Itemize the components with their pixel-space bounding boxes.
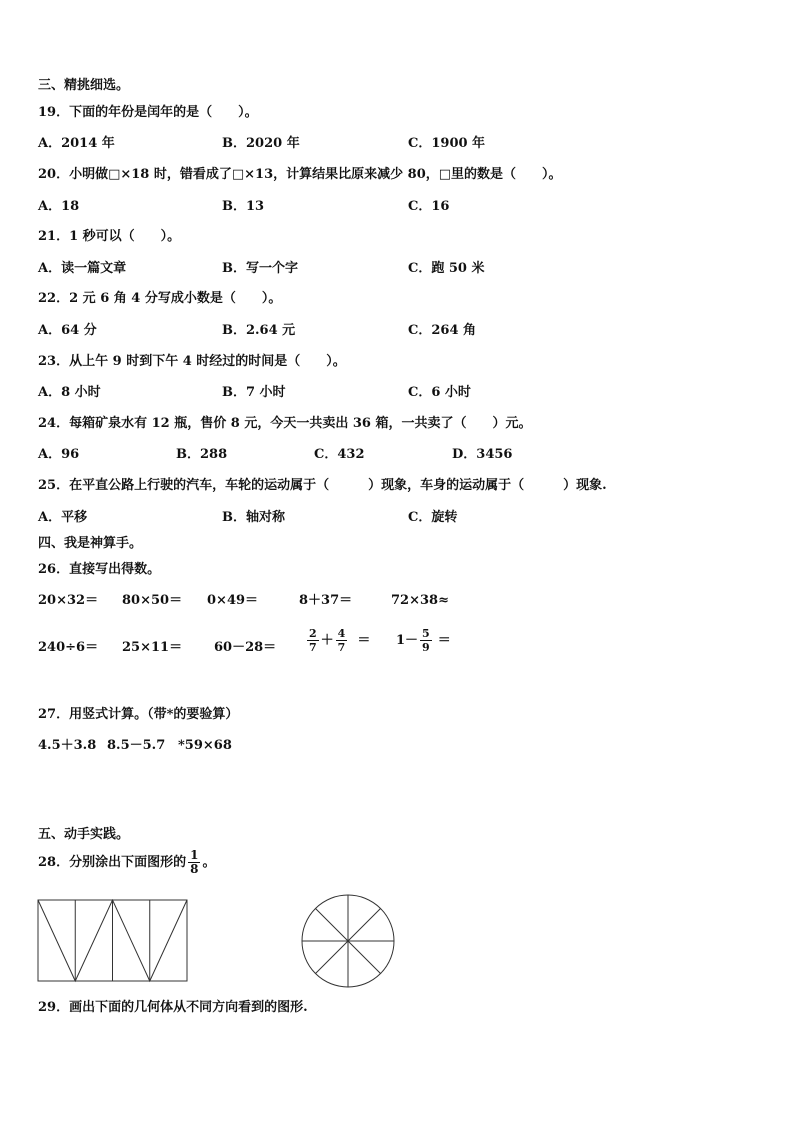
question-28-stem-end: 。 (202, 855, 216, 870)
question-22-option-c: C．264 角 (408, 323, 477, 338)
section-heading-4: 四、我是神算手。 (38, 536, 143, 551)
question-22-option-b: B．2.64 元 (222, 323, 296, 338)
question-29-stem: 29．画出下面的几何体从不同方向看到的图形. (38, 1000, 308, 1015)
vertical-calc-item: *59×68 (178, 738, 232, 753)
calc-item: 240÷6＝ (38, 640, 99, 655)
fraction-denominator: 7 (337, 641, 346, 654)
question-27-stem: 27．用竖式计算。（带*的要验算） (38, 707, 239, 722)
question-19-option-c: C．1900 年 (408, 136, 486, 151)
vertical-calc-item: 4.5＋3.8 (38, 738, 97, 753)
question-21-option-c: C．跑 50 米 (408, 261, 485, 276)
section-heading-3: 三、精挑细选。 (38, 78, 130, 93)
fraction-numerator: 5 (422, 627, 430, 640)
question-25-stem: 25．在平直公路上行驶的汽车，车轮的运动属于（ ）现象，车身的运动属于（ ）现象. (38, 478, 607, 493)
question-28-stem (38, 846, 215, 880)
question-24-stem: 24．每箱矿泉水有 12 瓶，售价 8 元，今天一共卖出 36 箱，一共卖了（ ）元。 (38, 416, 532, 431)
expression-lead: 1－ (396, 633, 419, 648)
fraction-expression-2 (396, 627, 451, 654)
question-23-option-a: A．8 小时 (38, 385, 101, 400)
rectangle-figure (37, 899, 189, 983)
question-26-stem: 26．直接写出得数。 (38, 562, 161, 577)
fraction-expression-1 (305, 627, 370, 654)
equals-sign: ＝ (437, 633, 451, 648)
question-19-option-a: A．2014 年 (38, 136, 115, 151)
question-20-stem: 20．小明做□×18 时，错看成了□×13，计算结果比原来减少 80，□里的数是（ ）。 (38, 167, 562, 182)
section-heading-5: 五、动手实践。 (38, 827, 130, 842)
question-23-option-b: B．7 小时 (222, 385, 286, 400)
fraction-numerator: 2 (309, 627, 317, 640)
circle-figure (300, 893, 396, 989)
question-24-option-b: B．288 (176, 447, 228, 462)
equals-sign: ＝ (357, 633, 371, 648)
question-25-option-a: A．平移 (38, 510, 88, 525)
calc-item: 72×38≈ (391, 593, 449, 608)
question-21-option-a: A．读一篇文章 (38, 261, 127, 276)
question-23-option-c: C．6 小时 (408, 385, 471, 400)
question-23-stem: 23．从上午 9 时到下午 4 时经过的时间是（ ）。 (38, 354, 346, 369)
calc-item: 0×49＝ (207, 593, 259, 608)
question-24-option-d: D．3456 (452, 447, 513, 462)
question-20-option-b: B．13 (222, 199, 265, 214)
calc-item: 60－28＝ (214, 640, 277, 655)
question-22-stem: 22．2 元 6 角 4 分写成小数是（ ）。 (38, 291, 282, 306)
calc-item: 8＋37＝ (299, 593, 353, 608)
question-21-option-b: B．写一个字 (222, 261, 298, 276)
fraction-numerator: 4 (337, 627, 346, 640)
calc-item: 20×32＝ (38, 593, 99, 608)
calc-item: 25×11＝ (122, 640, 183, 655)
question-20-option-c: C．16 (408, 199, 450, 214)
question-25-option-c: C．旋转 (408, 510, 458, 525)
fraction-numerator: 1 (190, 848, 199, 862)
question-25-option-b: B．轴对称 (222, 510, 285, 525)
fraction-denominator: 8 (190, 862, 199, 876)
question-21-stem: 21．1 秒可以（ ）。 (38, 229, 181, 244)
question-19-option-b: B．2020 年 (222, 136, 300, 151)
operator: ＋ (320, 633, 334, 648)
question-24-option-c: C．432 (314, 447, 365, 462)
vertical-calc-item: 8.5－5.7 (107, 738, 166, 753)
fraction-denominator: 9 (422, 641, 430, 654)
fraction-denominator: 7 (309, 641, 317, 654)
calc-item: 80×50＝ (122, 593, 183, 608)
question-24-option-a: A．96 (38, 447, 80, 462)
question-20-option-a: A．18 (38, 199, 80, 214)
question-19-stem: 19．下面的年份是闰年的是（ ）。 (38, 105, 258, 120)
question-28-stem-text: 28．分别涂出下面图形的 (38, 855, 187, 870)
question-22-option-a: A．64 分 (38, 323, 97, 338)
